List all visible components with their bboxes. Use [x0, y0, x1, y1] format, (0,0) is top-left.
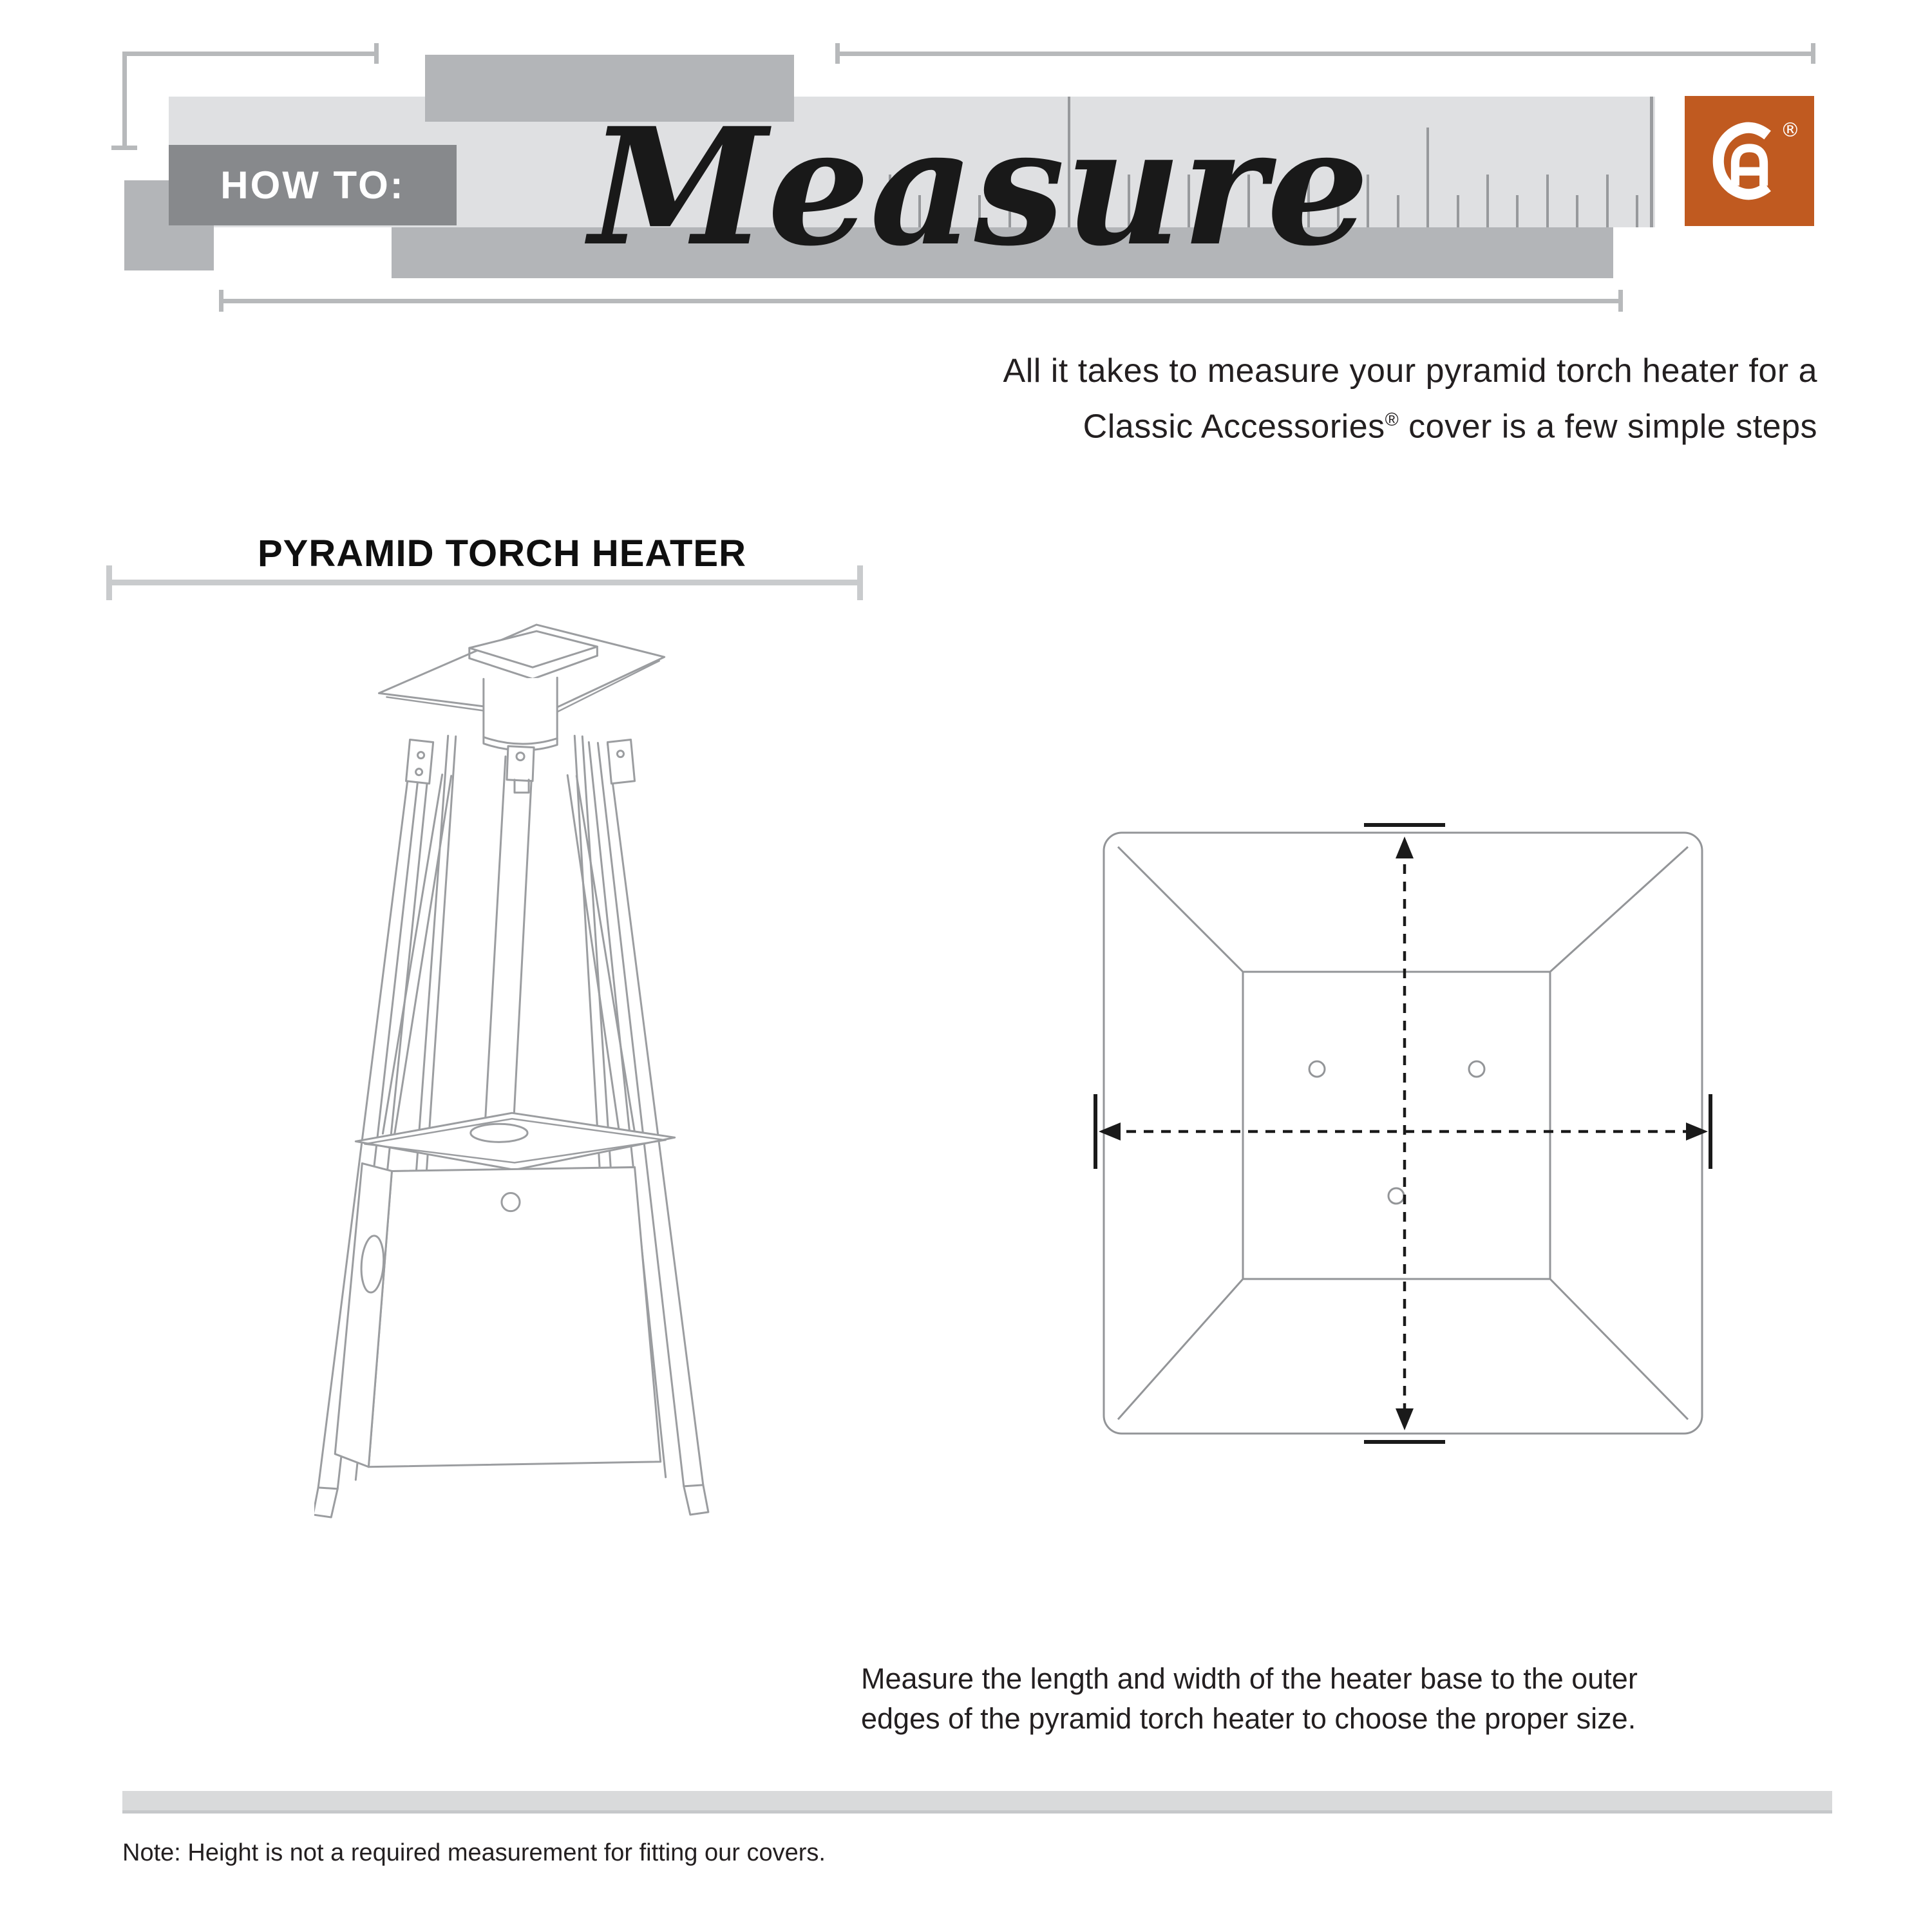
bracket-bottom-cap-left	[219, 290, 223, 312]
width-measure-cap-left	[106, 565, 112, 600]
bracket-top-left-vertical	[122, 52, 127, 148]
instructions-line-2: edges of the pyramid torch heater to choose the proper size.	[861, 1702, 1636, 1735]
ruler-end-line	[1650, 97, 1653, 227]
instructions-line-1: Measure the length and width of the heater base to the outer	[861, 1662, 1638, 1695]
ruler-tick	[1546, 175, 1549, 227]
width-measure-cap-right	[857, 565, 863, 600]
heater-section-title: PYRAMID TORCH HEATER	[258, 533, 746, 574]
measuring-instructions	[861, 1659, 1840, 1739]
how-to-box	[169, 145, 457, 225]
classic-accessories-logo	[1685, 96, 1814, 226]
width-measure-line	[106, 580, 863, 585]
footer-note: Note: Height is not a required measurement for fitting our covers.	[122, 1839, 826, 1866]
bracket-top-right-tick-left	[835, 43, 840, 64]
bottom-divider-bar	[122, 1791, 1832, 1814]
bracket-top-left-endcap	[111, 146, 137, 150]
logo-registered-mark: ®	[1780, 118, 1800, 142]
base-top-view-diagram	[1088, 818, 1719, 1449]
intro-text	[529, 346, 1817, 451]
bracket-top-left-horizontal	[122, 52, 377, 56]
heater-line-drawing	[314, 617, 711, 1521]
ca-logo-mark	[1685, 96, 1814, 226]
intro-line-1: All it takes to measure your pyramid torch heater for a	[1003, 352, 1817, 390]
ruler-tick	[1516, 195, 1519, 227]
ruler-tick	[1576, 195, 1578, 227]
how-to-label: HOW TO:	[220, 164, 405, 207]
bracket-top-right-tick-right	[1811, 43, 1815, 64]
bracket-bottom-cap-right	[1618, 290, 1623, 312]
ruler-tick	[1636, 195, 1638, 227]
bracket-top-left-tick	[374, 43, 379, 64]
registered-symbol: ®	[1385, 410, 1399, 430]
bracket-top-right-horizontal	[837, 52, 1815, 56]
ruler-tick	[1606, 175, 1609, 227]
intro-line-2: Classic Accessories® cover is a few simple steps	[1083, 408, 1817, 446]
measure-script-title: Measure	[589, 92, 1370, 281]
